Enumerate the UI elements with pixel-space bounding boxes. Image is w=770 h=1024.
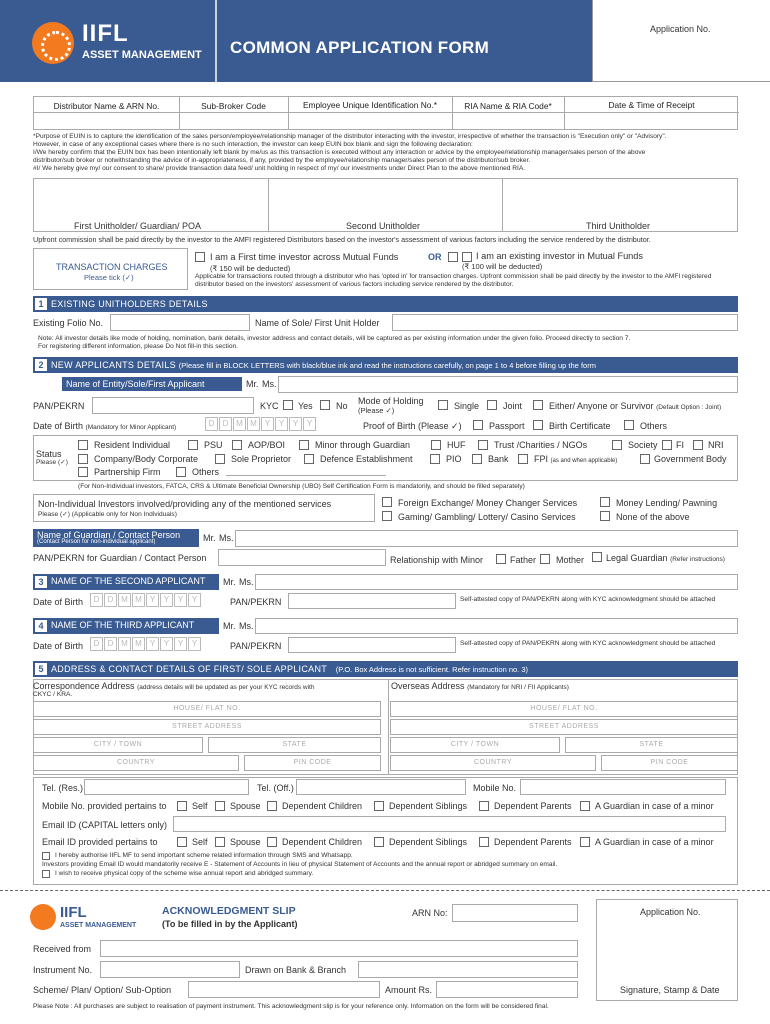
status-checkbox[interactable]: [176, 467, 186, 477]
date-digit[interactable]: Y: [174, 637, 187, 651]
signature-boxes[interactable]: [33, 178, 738, 232]
ms-label: Ms.: [239, 577, 254, 587]
date-digit[interactable]: D: [90, 637, 103, 651]
non-individual-label: Non-Individual Investors involved/providing any of the mentioned services: [38, 499, 332, 509]
pertains-option: Self: [192, 801, 208, 811]
physical-copy-label: I wish to receive physical copy of the scheme wise annual report and abridged summary.: [55, 870, 314, 877]
section-number: 5: [35, 663, 47, 675]
guardian-sub: (Contact Person for non-individual applicant): [37, 539, 156, 545]
date-digit[interactable]: Y: [303, 417, 316, 431]
single-checkbox[interactable]: [438, 400, 448, 410]
date-digit[interactable]: Y: [289, 417, 302, 431]
status-checkbox[interactable]: [430, 454, 440, 464]
mobile-input[interactable]: [520, 779, 726, 795]
existing-investor-checkbox[interactable]: [448, 252, 458, 262]
service-option: Gaming/ Gambling/ Lottery/ Casino Services: [398, 512, 576, 522]
pertains-checkbox[interactable]: [177, 801, 187, 811]
status-checkbox[interactable]: [662, 440, 672, 450]
pertains-option: Self: [192, 837, 208, 847]
section-number: 3: [35, 576, 47, 588]
status-option: Others: [192, 467, 220, 477]
mother-checkbox[interactable]: [592, 552, 602, 562]
sms-consent-label: I hereby authorise IIFL MF to send important scheme related information through SMS and Whatsapp.: [55, 852, 353, 859]
section-2-header: [33, 357, 738, 373]
mr-label: Mr.: [223, 621, 236, 631]
status-label: Status: [36, 449, 62, 459]
iifl-logo: [32, 20, 217, 68]
first-time-label: I am a First time investor across Mutual Funds: [210, 252, 399, 262]
ack-scheme-input[interactable]: [188, 981, 380, 998]
father-checkbox-2[interactable]: [540, 554, 550, 564]
email-pertains-label: Email ID provided pertains to: [42, 837, 158, 847]
status-checkbox[interactable]: [215, 454, 225, 464]
status-row-3: [78, 466, 738, 477]
sole-holder-label: Name of Sole/ First Unit Holder: [255, 318, 380, 328]
either-text: Either/ Anyone or Survivor: [549, 401, 654, 411]
logo-brand-bottom: ASSET MANAGEMENT: [82, 49, 202, 61]
birth-cert-checkbox[interactable]: [533, 420, 543, 430]
date-digit[interactable]: D: [90, 593, 103, 607]
corr-state-input[interactable]: STATE: [208, 737, 381, 753]
ms-label: Ms.: [219, 533, 234, 543]
date-digit[interactable]: Y: [160, 637, 173, 651]
status-checkbox[interactable]: [478, 440, 488, 450]
fpi-text: FPI: [534, 454, 549, 464]
status-checkbox[interactable]: [78, 440, 88, 450]
ack-received-label: Received from: [33, 944, 92, 954]
corr-street-input[interactable]: STREET ADDRESS: [33, 719, 381, 735]
email-input[interactable]: [173, 816, 726, 832]
date-digit[interactable]: Y: [275, 417, 288, 431]
status-option: AOP/BOI: [248, 440, 286, 450]
pertains-option: A Guardian in case of a minor: [595, 837, 714, 847]
second-applicant-name-input[interactable]: [255, 574, 738, 590]
euin-note-line: distributor/sub broker or notwithstanding the advice of in-appropriateness, if any, provided by the employee/relationship manager/sales person of the distributor/sub broker.: [33, 157, 531, 164]
upfront-note: Upfront commission shall be paid directly by the investor to the AMFI registered Distributors based on the investor's assessment of various factors including the service rendered by the distributor.: [33, 235, 651, 244]
service-checkbox[interactable]: [600, 497, 610, 507]
mode-holding-label: Mode of Holding: [358, 396, 424, 406]
overseas-text: Overseas Address: [391, 681, 465, 691]
note-line: For registering different information, please Do Not fill-in this section.: [38, 343, 238, 350]
guardian-bar: [33, 529, 199, 547]
dob-label: [33, 421, 176, 431]
date-digit[interactable]: D: [104, 637, 117, 651]
date-digit[interactable]: M: [118, 637, 131, 651]
status-option: Minor through Guardian: [315, 440, 411, 450]
corr-house-input[interactable]: HOUSE/ FLAT NO.: [33, 701, 381, 717]
pertains-checkbox[interactable]: [267, 837, 277, 847]
existing-investor-label: I am an existing investor in Mutual Funds: [476, 251, 643, 261]
email-statement-note: Investors providing Email ID would mandatorily receive E - Statement of Accounts in lieu of physical Statement of Accounts and the annual report or abridged summary on email.: [42, 861, 558, 868]
non-individual-box: [33, 494, 375, 522]
joint-checkbox[interactable]: [487, 400, 497, 410]
section-1-header: [33, 296, 738, 312]
pertains-checkbox[interactable]: [215, 837, 225, 847]
date-digit[interactable]: Y: [261, 417, 274, 431]
service-option: Money Lending/ Pawning: [616, 498, 718, 508]
joint-label: Joint: [503, 401, 523, 411]
status-option: Resident Individual: [94, 440, 171, 450]
tel-off-label: Tel. (Off.): [257, 783, 294, 793]
service-option: None of the above: [616, 512, 690, 522]
proof-others-checkbox[interactable]: [624, 420, 634, 430]
euin-note-line: However, in case of any exceptional cases where there is no such interaction, the investor can keep EUIN box blank and sign the following declaration:: [33, 141, 473, 148]
passport-checkbox[interactable]: [473, 420, 483, 430]
ack-drawn-input[interactable]: [358, 961, 578, 978]
third-applicant-name-input[interactable]: [255, 618, 738, 634]
status-checkbox[interactable]: [188, 440, 198, 450]
transaction-label: TRANSACTION CHARGES: [56, 262, 168, 272]
correspondence-sub2: CKYC / KRA.: [33, 691, 73, 698]
first-time-checkbox[interactable]: [195, 252, 205, 262]
dob-text: Date of Birth: [33, 421, 84, 431]
status-checkbox[interactable]: [232, 440, 242, 450]
ack-title: ACKNOWLEDGMENT SLIP: [162, 905, 296, 917]
corr-city-input[interactable]: CITY / TOWN: [33, 737, 203, 753]
pertains-checkbox[interactable]: [580, 837, 590, 847]
mobile-pertains-options: [177, 800, 737, 812]
date-digit[interactable]: Y: [188, 637, 201, 651]
mobile-label: Mobile No.: [473, 783, 517, 793]
section-number: 1: [35, 298, 47, 310]
status-checkbox[interactable]: [304, 454, 314, 464]
first-applicant-name-input[interactable]: [278, 376, 738, 393]
status-option: NRI: [708, 440, 724, 450]
fpi-option: [534, 454, 617, 464]
section-title: NAME OF THE THIRD APPLICANT: [51, 620, 195, 630]
service-option: Foreign Exchange/ Money Changer Services: [398, 498, 578, 508]
overseas-state-input[interactable]: STATE: [565, 737, 738, 753]
single-label: Single: [454, 401, 480, 411]
pertains-checkbox[interactable]: [479, 837, 489, 847]
status-option: Government Body: [654, 454, 727, 464]
legal-guardian-label: [606, 553, 725, 563]
ms-label: Ms.: [239, 621, 254, 631]
third-kyc-note: Self-attested copy of PAN/PEKRN along with KYC acknowledgment should be attached: [460, 640, 716, 647]
pertains-checkbox[interactable]: [374, 837, 384, 847]
euin-note: [33, 133, 743, 173]
overseas-city-input[interactable]: CITY / TOWN: [390, 737, 560, 753]
ack-note: Please Note : All purchases are subject to realisation of payment instrument. This acknowledgment slip is for your reference only. Information on the form will be considered final.: [33, 1003, 549, 1010]
pertains-option: Dependent Children: [282, 801, 363, 811]
ack-drawn-label: Drawn on Bank & Branch: [245, 965, 347, 975]
or-label: OR: [428, 252, 442, 262]
pertains-checkbox[interactable]: [479, 801, 489, 811]
either-sub: (Default Option : Joint): [656, 404, 722, 411]
email-label: Email ID (CAPITAL letters only): [42, 820, 168, 830]
section-title: [51, 664, 528, 674]
transaction-sub: Please tick (✓): [84, 273, 134, 282]
pertains-option: Dependent Parents: [494, 801, 572, 811]
third-pan-input[interactable]: [288, 637, 456, 653]
status-checkbox[interactable]: [299, 440, 309, 450]
mobile-pertains-label: Mobile No. provided pertains to: [42, 801, 167, 811]
legal-sub: (Refer instructions): [670, 556, 725, 563]
date-digit[interactable]: M: [132, 593, 145, 607]
col-ria: RIA Name & RIA Code*: [464, 101, 552, 111]
pertains-option: Dependent Parents: [494, 837, 572, 847]
section-number: 2: [35, 359, 47, 371]
status-option: Defence Establishment: [320, 454, 413, 464]
ack-received-input[interactable]: [100, 940, 578, 957]
corr-country-input[interactable]: COUNTRY: [33, 755, 239, 771]
status-checkbox[interactable]: [693, 440, 703, 450]
pan-input[interactable]: [92, 397, 254, 414]
folio-label: Existing Folio No.: [33, 318, 104, 328]
status-sub: Please (✓): [36, 459, 68, 466]
guardian-name-input[interactable]: [235, 530, 738, 547]
status-option: Partnership Firm: [94, 467, 161, 477]
dob-input[interactable]: [205, 417, 317, 431]
fpi-sub: (as and when applicable): [550, 458, 618, 464]
euin-note-line: #I/ We hereby give my/ our consent to share/ provide transaction data feed/ unit holding in respect of my/ our investments under Direct Plan to the above mentioned RIA.: [33, 165, 526, 172]
pertains-checkbox[interactable]: [215, 801, 225, 811]
kyc-no-label: No: [336, 401, 348, 411]
corr-sub: (address details will be updated as per your KYC records with: [137, 684, 315, 691]
date-digit[interactable]: M: [233, 417, 246, 431]
date-digit[interactable]: M: [118, 593, 131, 607]
relationship-label: Relationship with Minor: [390, 555, 484, 565]
correspondence-label: [33, 681, 314, 691]
first-applicant-bar: Name of Entity/Sole/First Applicant: [62, 377, 242, 391]
physical-copy-checkbox[interactable]: [42, 870, 50, 878]
status-option: Trust /Charities / NGOs: [494, 440, 588, 450]
date-digit[interactable]: D: [104, 593, 117, 607]
pertains-option: Dependent Siblings: [389, 837, 468, 847]
pertains-checkbox[interactable]: [177, 837, 187, 847]
status-option: Company/Body Corporate: [94, 454, 199, 464]
service-checkbox[interactable]: [382, 511, 392, 521]
ack-sign-label: Signature, Stamp & Date: [620, 985, 720, 995]
email-pertains-options: [177, 836, 737, 848]
section-title: EXISTING UNITHOLDERS DETAILS: [51, 299, 208, 309]
ack-instrument-input[interactable]: [100, 961, 240, 978]
date-digit[interactable]: D: [205, 417, 218, 431]
section-subtitle: (Please fill in BLOCK LETTERS with black/blue ink and read the instructions carefully, on page 1 to 4 before filling up the form: [178, 361, 596, 370]
date-digit[interactable]: D: [219, 417, 232, 431]
date-digit[interactable]: M: [132, 637, 145, 651]
pertains-checkbox[interactable]: [374, 801, 384, 811]
overseas-street-input[interactable]: STREET ADDRESS: [390, 719, 738, 735]
second-pan-input[interactable]: [288, 593, 456, 609]
birth-cert-label: Birth Certificate: [549, 421, 611, 431]
status-checkbox[interactable]: [431, 440, 441, 450]
status-option: HUF: [447, 440, 466, 450]
date-digit[interactable]: Y: [188, 593, 201, 607]
sig-third-label: Third Unitholder: [586, 221, 651, 231]
kyc-yes-checkbox[interactable]: [283, 400, 293, 410]
col-receipt: Date & Time of Receipt: [608, 100, 695, 110]
sig-first-label: First Unitholder/ Guardian/ POA: [74, 221, 202, 231]
guardian-pan-label: PAN/PEKRN for Guardian / Contact Person: [33, 553, 207, 563]
application-no-box[interactable]: [592, 0, 770, 82]
pertains-checkbox[interactable]: [267, 801, 277, 811]
date-digit[interactable]: Y: [146, 637, 159, 651]
dob-sub: (Mandatory for Minor Applicant): [85, 424, 177, 431]
col-distributor: Distributor Name & ARN No.: [53, 101, 160, 111]
proof-label: Proof of Birth (Please ✓): [363, 421, 462, 431]
proof-others-label: Others: [640, 421, 668, 431]
pertains-option: Spouse: [230, 837, 261, 847]
note-line: Note: All investor details like mode of holding, nomination, bank details, investor address and contact details, will be captured as per existing information under the given folio. Proceed directly to section 7.: [38, 335, 631, 342]
kyc-label: KYC: [260, 401, 279, 411]
tel-res-input[interactable]: [84, 779, 249, 795]
status-option: Bank: [488, 454, 509, 464]
status-option: Society: [628, 440, 658, 450]
status-checkbox[interactable]: [78, 467, 88, 477]
section-number: 4: [35, 620, 47, 632]
section-5-header: [33, 661, 738, 677]
status-checkbox[interactable]: [640, 454, 650, 464]
mr-label: Mr.: [223, 577, 236, 587]
logo-sun-icon: [32, 22, 74, 64]
euin-note-line: *Purpose of EUIN is to capture the identification of the sales person/employee/relationship manager of the distributor interacting with the investor, irrespective of whether the transaction is "Execution only" or "Advisory".: [33, 133, 667, 140]
fatca-note: (For Non-Individual investors, FATCA, CRS & Ultimate Beneficial Ownership (UBO) Self Certification Form is mandatorily, and should be filled separately): [78, 483, 525, 490]
kyc-yes-label: Yes: [298, 401, 313, 411]
cut-line: [0, 890, 770, 891]
euin-note-line: I/We hereby confirm that the EUIN box has been intentionally left blank by me/us as this transaction is executed without any interaction or advice by the employee/relationship manager/sales person of the above: [33, 149, 646, 156]
mother-label: Mother: [556, 555, 585, 565]
status-option: Sole Proprietor: [231, 454, 292, 464]
status-row-1: [78, 439, 738, 450]
col-euin: Employee Unique Identification No.*: [302, 100, 438, 110]
mode-holding-sub: (Please ✓): [358, 406, 395, 415]
date-digit[interactable]: M: [247, 417, 260, 431]
father-checkbox[interactable]: [496, 554, 506, 564]
section-title-text: NEW APPLICANTS DETAILS: [51, 360, 176, 370]
ack-scheme-label: Scheme/ Plan/ Option/ Sub-Option: [33, 985, 172, 995]
date-digit[interactable]: Y: [174, 593, 187, 607]
transaction-charges-box: [33, 248, 188, 290]
logo-brand-top: IIFL: [82, 20, 129, 47]
mr-label: Mr.: [203, 533, 216, 543]
ms-label: Ms.: [262, 379, 277, 389]
status-checkbox[interactable]: [472, 454, 482, 464]
service-checkbox[interactable]: [382, 497, 392, 507]
ack-arn-input[interactable]: [452, 904, 578, 922]
existing-sub: (₹ 100 will be deducted): [462, 262, 543, 271]
overseas-country-input[interactable]: COUNTRY: [390, 755, 596, 771]
overseas-sub: (Mandatory for NRI / FII Applicants): [467, 684, 569, 691]
status-option: PSU: [204, 440, 223, 450]
section-title-text: ADDRESS & CONTACT DETAILS OF FIRST/ SOLE APPLICANT: [51, 664, 327, 674]
status-row-2: [78, 453, 738, 464]
legal-text: Legal Guardian: [606, 553, 668, 563]
date-digit[interactable]: Y: [160, 593, 173, 607]
folio-input[interactable]: [110, 314, 250, 331]
pertains-option: Spouse: [230, 801, 261, 811]
sms-consent-checkbox[interactable]: [42, 852, 50, 860]
status-option: PIO: [446, 454, 462, 464]
non-individual-sub: Please (✓) (Applicable only for Non Individuals): [38, 511, 177, 518]
father-label: Father: [510, 555, 537, 565]
guardian-pan-input[interactable]: [218, 549, 386, 566]
corr-text: Correspondence Address: [33, 681, 135, 691]
first-time-sub: (₹ 150 will be deducted): [210, 264, 291, 273]
pertains-option: A Guardian in case of a minor: [595, 801, 714, 811]
status-checkbox[interactable]: [518, 454, 528, 464]
corr-pin-input[interactable]: PIN CODE: [244, 755, 381, 771]
sole-holder-input[interactable]: [392, 314, 738, 331]
tel-res-label: Tel. (Res.): [42, 783, 84, 793]
pertains-checkbox[interactable]: [580, 801, 590, 811]
pan-label: PAN/PEKRN: [33, 401, 85, 411]
pertains-option: Dependent Children: [282, 837, 363, 847]
existing-investor-checkbox-2[interactable]: [462, 252, 472, 262]
status-option: FI: [676, 440, 684, 450]
either-checkbox[interactable]: [533, 400, 543, 410]
ack-brand-top: IIFL: [60, 904, 87, 921]
section-title: NAME OF THE SECOND APPLICANT: [51, 576, 206, 586]
ack-app-no-label: Application No.: [640, 907, 701, 917]
pertains-option: Dependent Siblings: [389, 801, 468, 811]
date-digit[interactable]: Y: [146, 593, 159, 607]
section-subtitle: (P.O. Box Address is not sufficient. Refer instruction no. 3): [335, 665, 529, 674]
second-pan-label: PAN/PEKRN: [230, 597, 282, 607]
passport-label: Passport: [489, 421, 525, 431]
ack-amount-label: Amount Rs.: [385, 985, 433, 995]
section-4-header: [33, 618, 219, 634]
ack-iifl-logo: [30, 904, 140, 932]
ack-sub: (To be filled in by the Applicant): [162, 919, 298, 929]
application-no-label: Application No.: [650, 24, 711, 34]
broker-table: [33, 96, 738, 130]
ack-instrument-label: Instrument No.: [33, 965, 93, 975]
ack-brand-bottom: ASSET MANAGEMENT: [60, 922, 137, 929]
kyc-no-checkbox[interactable]: [320, 400, 330, 410]
service-checkbox[interactable]: [600, 511, 610, 521]
second-kyc-note: Self-attested copy of PAN/PEKRN along with KYC acknowledgment should be attached: [460, 596, 716, 603]
section-3-header: [33, 574, 219, 590]
others-line[interactable]: [226, 475, 386, 476]
transaction-note: Applicable for transactions routed through a distributor who has 'opted in' for transaction charges. Upfront commission shall be paid directly by the investor to the AMFI registered distributor based on the investors' assessment of various factors including service rendered by the distributor.: [195, 273, 712, 288]
third-dob-input[interactable]: [90, 637, 202, 651]
section-1-note: [38, 335, 738, 351]
ack-arn-label: ARN No:: [412, 908, 448, 918]
form-title: COMMON APPLICATION FORM: [230, 38, 490, 57]
second-dob-label: Date of Birth: [33, 597, 84, 607]
overseas-pin-input[interactable]: PIN CODE: [601, 755, 738, 771]
mr-label: Mr.: [246, 379, 259, 389]
ack-amount-input[interactable]: [436, 981, 578, 998]
status-checkbox[interactable]: [612, 440, 622, 450]
section-title: [51, 360, 596, 370]
guardian-title: Name of Guardian / Contact Person: [37, 530, 181, 540]
overseas-house-input[interactable]: HOUSE/ FLAT NO.: [390, 701, 738, 717]
third-dob-label: Date of Birth: [33, 641, 84, 651]
either-label: [549, 401, 721, 411]
tel-off-input[interactable]: [296, 779, 466, 795]
overseas-label: [391, 681, 569, 691]
third-pan-label: PAN/PEKRN: [230, 641, 282, 651]
sig-second-label: Second Unitholder: [346, 221, 421, 231]
status-checkbox[interactable]: [78, 454, 88, 464]
second-dob-input[interactable]: [90, 593, 202, 607]
col-subbroker: Sub-Broker Code: [201, 101, 266, 111]
ack-logo-sun-icon: [30, 904, 56, 930]
